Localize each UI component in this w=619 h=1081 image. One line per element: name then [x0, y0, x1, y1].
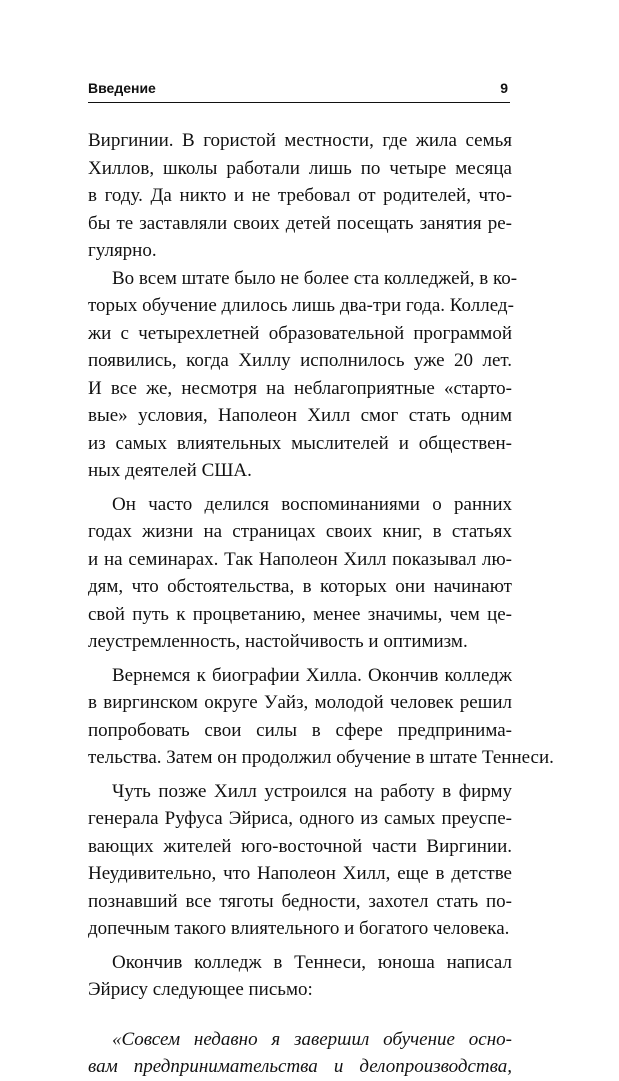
text-line: годах жизни на страницах своих книг, в статьях: [88, 521, 512, 542]
paragraph: [88, 265, 518, 485]
text-line: торых обучение длилось лишь два-три года. Коллед-: [88, 295, 514, 316]
text-line: в виргинском округе Уайз, молодой человек решил: [88, 692, 512, 713]
section-title: Введение: [88, 80, 156, 96]
text-line: вающих жителей юго-восточной части Виргинии.: [88, 835, 512, 857]
text-line: из самых влиятельных мыслителей и обществен-: [88, 432, 512, 454]
text-line: тельства. Затем он продолжил обучение в штате Теннеси.: [88, 747, 554, 768]
text-line: в году. Да никто и не требовал от родителей, что-: [88, 185, 512, 206]
text-line: познавший все тяготы бедности, захотел стать по-: [88, 890, 512, 912]
letter-quote: [88, 1026, 512, 1081]
text-line: появились, когда Хиллу исполнилось уже 20 лет.: [88, 350, 512, 371]
text-line: дям, что обстоятельства, в которых они начинают: [88, 576, 512, 597]
text-line: Во всем штате было не более ста колледжей, в ко-: [112, 267, 518, 289]
running-header: [88, 78, 510, 103]
paragraph: [88, 949, 512, 1004]
text-line: леустремленность, настойчивость и оптимизм.: [88, 631, 468, 652]
text-line: Хиллов, школы работали лишь по четыре месяца: [88, 157, 512, 179]
text-line: вые» условия, Наполеон Хилл смог стать одним: [88, 405, 512, 426]
text-line: жи с четырехлетней образовательной программой: [88, 322, 512, 344]
text-line: И все же, несмотря на неблагоприятные «старто-: [88, 377, 512, 399]
text-line: и на семинарах. Так Наполеон Хилл показывал лю-: [88, 548, 512, 570]
paragraph: [88, 491, 512, 656]
page-number: 9: [500, 80, 508, 96]
text-line: ных деятелей США.: [88, 460, 252, 481]
paragraph: [88, 778, 512, 943]
text-line: генерала Руфуса Эйриса, одного из самых преуспе-: [88, 808, 512, 829]
quote-line: вам предпринимательства и делопроизводства,: [88, 1056, 512, 1077]
text-line: Вернемся к биографии Хилла. Окончив колледж: [112, 664, 512, 686]
text-line: Окончив колледж в Теннеси, юноша написал: [112, 951, 512, 973]
text-line: Виргинии. В гористой местности, где жила семья: [88, 130, 512, 151]
paragraph: [88, 127, 512, 265]
text-line: гулярно.: [88, 240, 157, 261]
text-line: Он часто делился воспоминаниями о ранних: [112, 493, 512, 515]
quote-line: «Совсем недавно я завершил обучение осно-: [112, 1028, 512, 1050]
text-line: Эйрису следующее письмо:: [88, 979, 313, 1000]
text-line: свой путь к процветанию, менее значимы, чем це-: [88, 603, 512, 625]
body-text: [88, 127, 554, 1081]
text-line: бы те заставляли своих детей посещать занятия ре-: [88, 212, 512, 234]
text-line: попробовать свои силы в сфере предпринима-: [88, 719, 512, 741]
text-line: Чуть позже Хилл устроился на работу в фирму: [112, 780, 512, 802]
paragraph: [88, 662, 554, 772]
text-line: допечным такого влиятельного и богатого человека.: [88, 918, 510, 939]
text-line: Неудивительно, что Наполеон Хилл, еще в детстве: [88, 863, 512, 884]
